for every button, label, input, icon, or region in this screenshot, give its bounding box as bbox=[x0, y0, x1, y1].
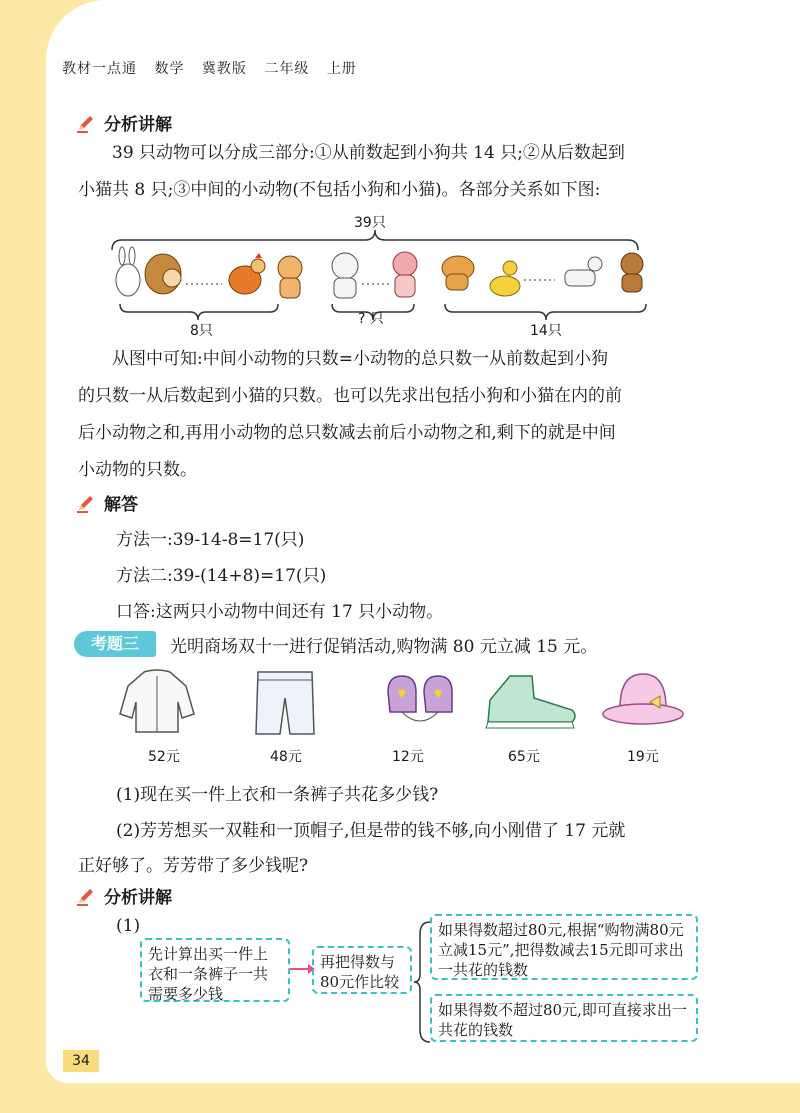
item-price: 19元 bbox=[627, 749, 659, 765]
diagram-total-label: 39只 bbox=[354, 215, 386, 231]
rabbit-icon bbox=[116, 247, 140, 296]
paragraph-line: 小动物的只数。 bbox=[78, 460, 197, 480]
paragraph-line: 的只数一从后数起到小猫的只数。也可以先求出包括小狗和小猫在内的前 bbox=[78, 386, 622, 406]
flow-box-case-over: 如果得数超过80元,根据“购物满80元立减15元”,把得数减去15元即可求出一共花的钱数 bbox=[430, 914, 698, 980]
solution-method-2: 方法二:39-(14+8)=17(只) bbox=[116, 566, 327, 586]
paragraph-line: 39 只动物可以分成三部分:①从前数起到小狗共 14 只;②从后数起到 bbox=[112, 143, 625, 163]
cat-icon bbox=[278, 256, 302, 298]
diagram-right-label: 14只 bbox=[530, 323, 562, 339]
item-price: 48元 bbox=[270, 749, 302, 765]
pencil-icon bbox=[76, 113, 96, 133]
paragraph-line: 后小动物之和,再用小动物的总只数减去前后小动物之和,剩下的就是中间 bbox=[78, 423, 616, 443]
header-book: 教材一点通 bbox=[62, 61, 137, 77]
shoes-icon bbox=[480, 670, 580, 732]
goat-icon bbox=[565, 257, 602, 286]
deer-icon bbox=[393, 252, 417, 297]
solution-answer: 口答:这两只小动物中间还有 17 只小动物。 bbox=[116, 602, 444, 622]
duck-icon bbox=[490, 261, 520, 296]
question-2-line: 正好够了。芳芳带了多少钱呢? bbox=[78, 856, 309, 876]
pants-icon bbox=[252, 668, 318, 738]
hedgehog-icon bbox=[145, 254, 181, 294]
section-heading-analysis bbox=[76, 110, 178, 135]
paragraph-line: 小猫共 8 只;③中间的小动物(不包括小狗和小猫)。各部分关系如下图: bbox=[78, 180, 601, 200]
section-heading-analysis bbox=[76, 883, 178, 908]
item-price: 12元 bbox=[392, 749, 424, 765]
topic-badge: 考题三 bbox=[74, 631, 156, 657]
page-number: 34 bbox=[63, 1050, 99, 1072]
section-title: 分析讲解 bbox=[100, 883, 178, 908]
flow-box-case-not-over: 如果得数不超过80元,即可直接求出一共花的钱数 bbox=[430, 994, 698, 1042]
header-subject: 数学 bbox=[154, 61, 185, 77]
question-1: (1)现在买一件上衣和一条裤子共花多少钱? bbox=[116, 785, 439, 805]
section-title: 解答 bbox=[100, 490, 144, 515]
jacket-icon bbox=[116, 668, 198, 736]
diagram-middle-label: ? 只 bbox=[358, 311, 384, 327]
rooster-icon bbox=[229, 253, 265, 294]
item-price: 65元 bbox=[508, 749, 540, 765]
pencil-icon bbox=[76, 493, 96, 513]
pencil-icon bbox=[76, 886, 96, 906]
dog-icon bbox=[442, 256, 474, 290]
header-volume: 上册 bbox=[326, 61, 357, 77]
flow-box-step2: 再把得数与80元作比较 bbox=[312, 946, 412, 994]
section-heading-answer bbox=[76, 490, 144, 515]
paragraph-line: 从图中可知:中间小动物的只数=小动物的总只数一从前数起到小狗 bbox=[112, 349, 608, 369]
flow-label: (1) bbox=[116, 916, 141, 936]
question-2-line: (2)芳芳想买一双鞋和一顶帽子,但是带的钱不够,向小刚借了 17 元就 bbox=[116, 821, 626, 841]
flow-brace bbox=[412, 918, 432, 1046]
hat-icon bbox=[600, 668, 686, 734]
section-title: 分析讲解 bbox=[100, 110, 178, 135]
header-grade: 二年级 bbox=[264, 61, 310, 77]
solution-method-1: 方法一:39-14-8=17(只) bbox=[116, 530, 305, 550]
diagram-left-label: 8只 bbox=[190, 323, 213, 339]
item-price: 52元 bbox=[148, 749, 180, 765]
topic-question: 光明商场双十一进行促销活动,购物满 80 元立减 15 元。 bbox=[170, 637, 598, 657]
flow-box-step1: 先计算出买一件上衣和一条裤子一共需要多少钱 bbox=[140, 938, 290, 1002]
header-edition: 冀教版 bbox=[201, 61, 247, 77]
monkey-icon bbox=[621, 253, 643, 292]
running-header bbox=[62, 58, 369, 78]
sheep-icon bbox=[332, 253, 358, 298]
mittens-icon bbox=[380, 672, 462, 732]
